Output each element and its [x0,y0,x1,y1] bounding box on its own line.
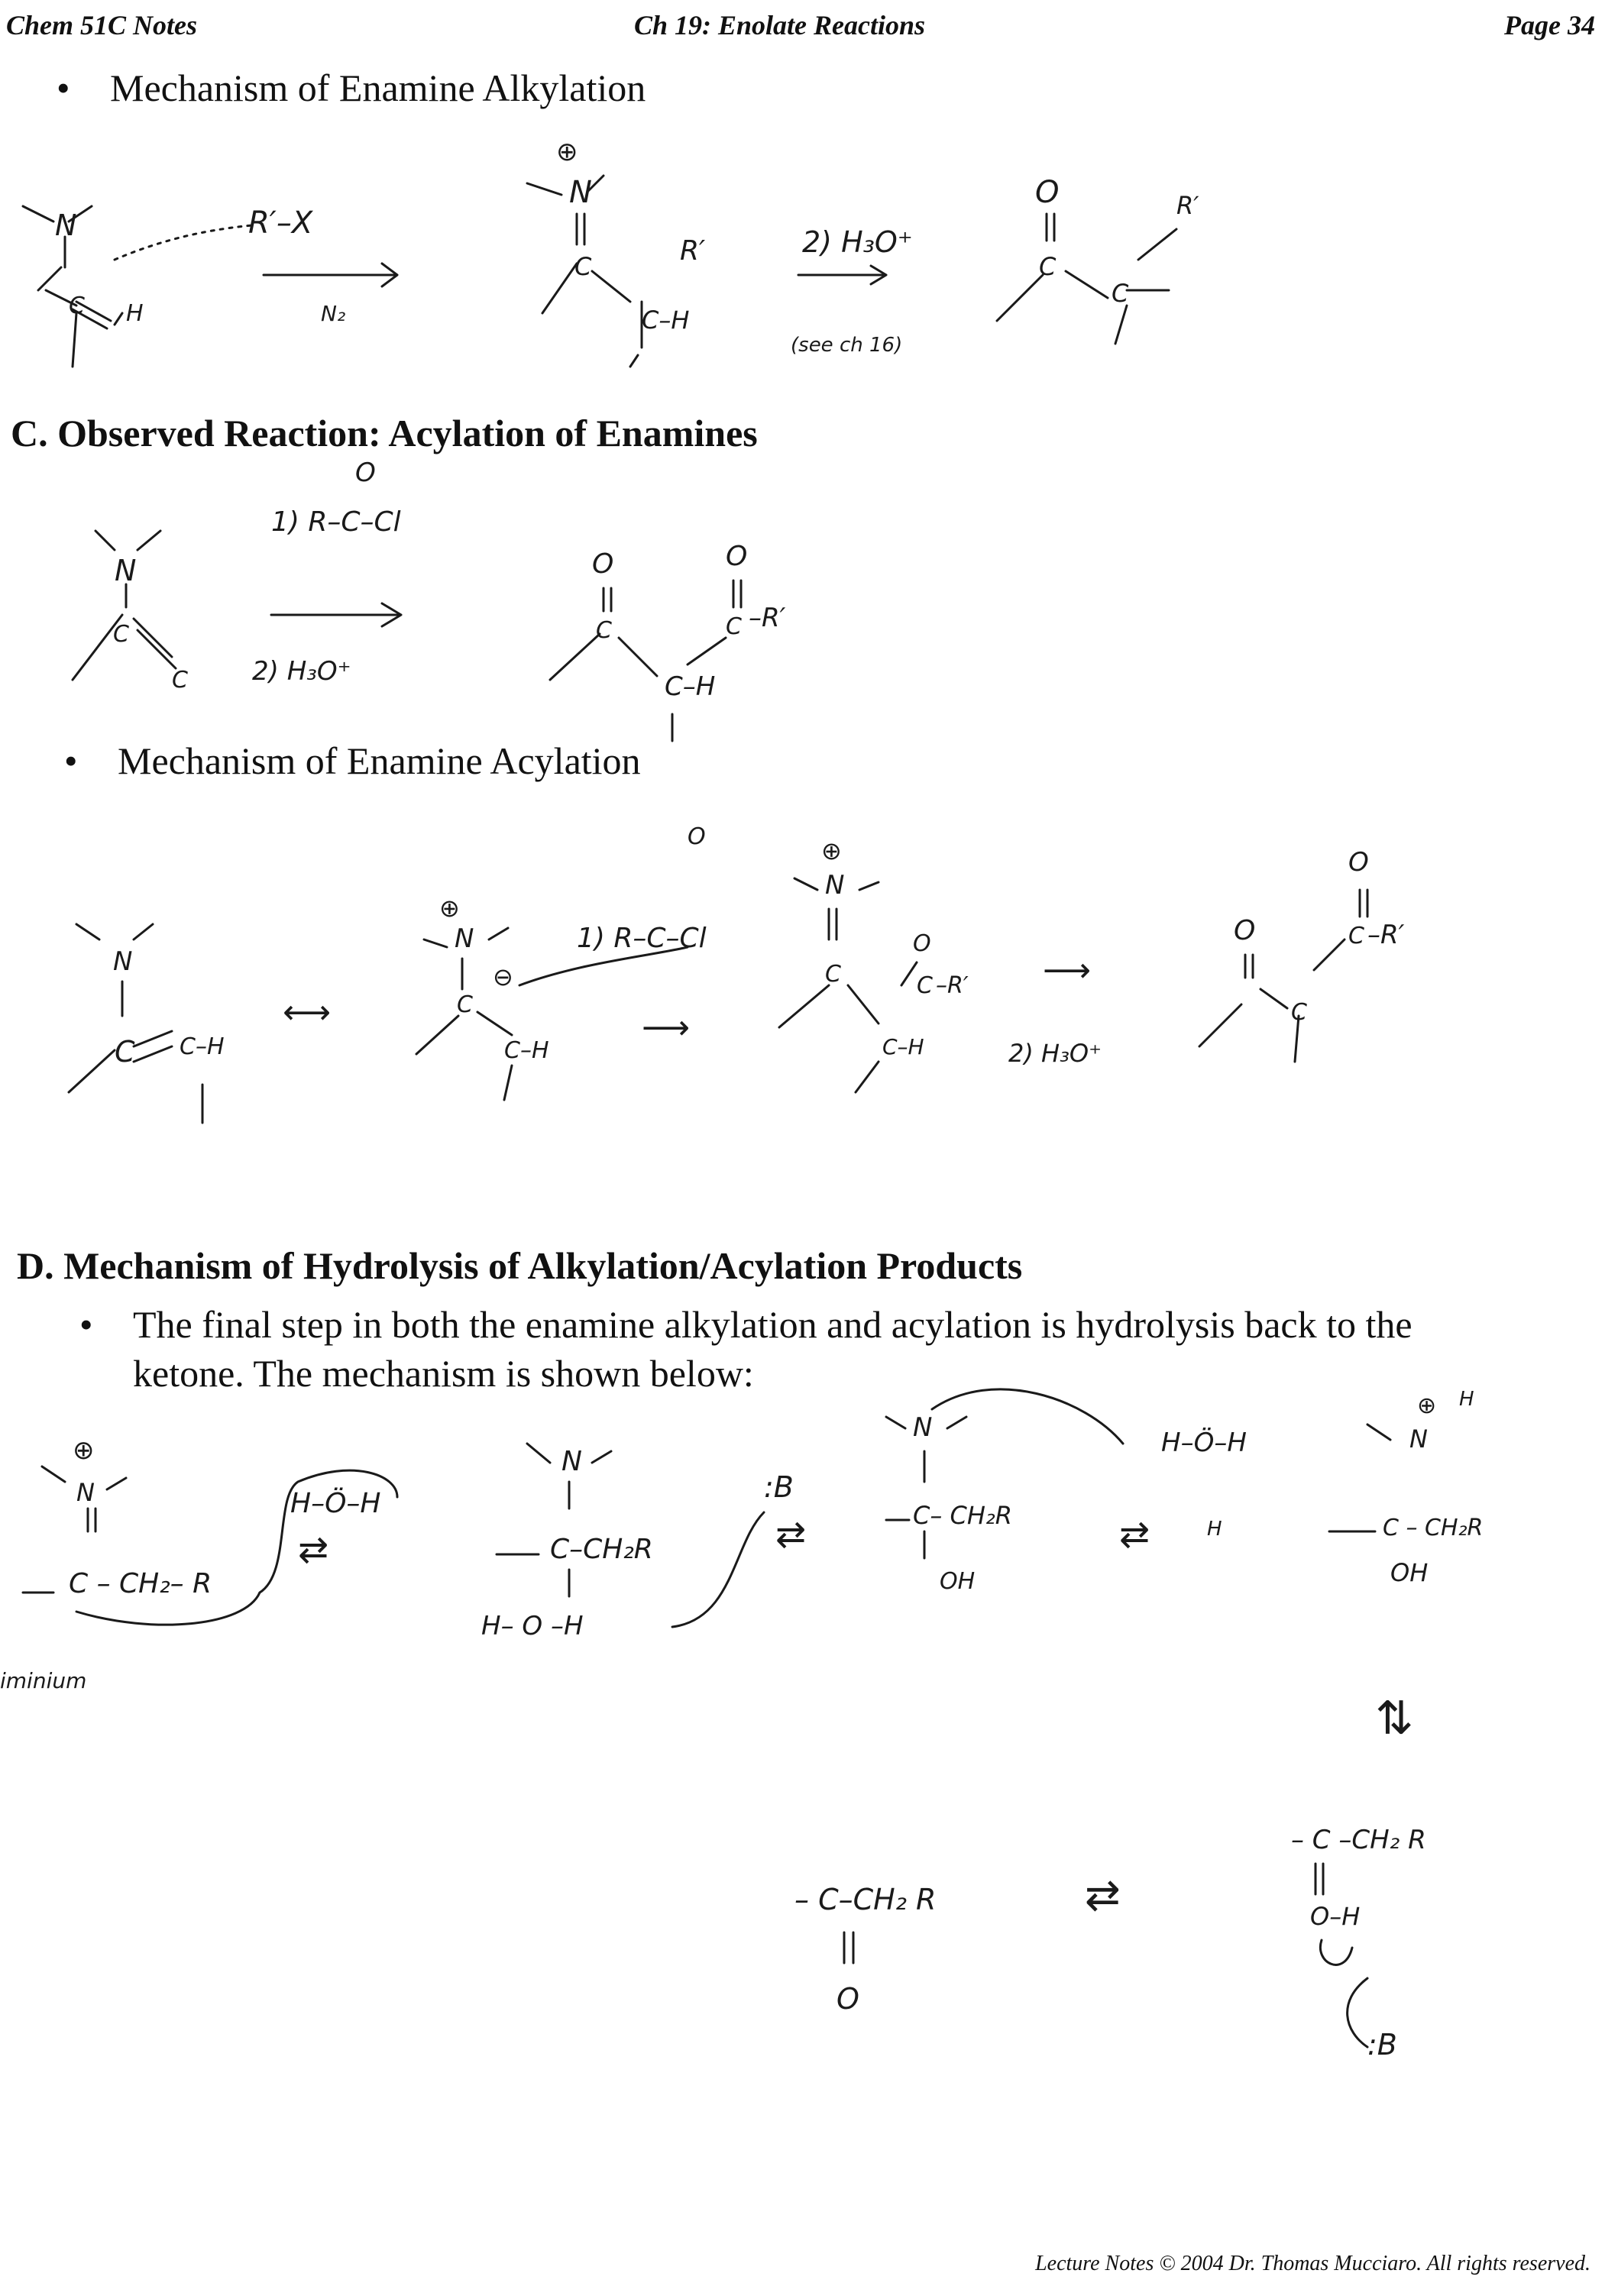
svg-text:C: C [457,991,473,1018]
svg-text:⊕: ⊕ [1417,1392,1437,1419]
hydrolysis-mechanism-scheme [0,1375,1604,2139]
svg-text:N: N [561,1446,582,1477]
reaction-arrow [271,603,401,626]
under-arrow-label: N₂ [321,301,346,326]
svg-text:O: O [726,541,748,572]
carbinolamine [886,1412,1012,1595]
svg-text:H: H [1207,1518,1222,1541]
iminium-start [23,1435,212,1599]
acyl-chloride-reagent: 1) R–C–Cl [271,506,401,538]
svg-text:O: O [592,548,614,580]
svg-text:⊕: ⊕ [556,137,578,167]
svg-text:N: N [455,923,474,954]
svg-text:C: C [1112,279,1129,308]
footer-copyright: Lecture Notes © 2004 Dr. Thomas Mucciaro. All rights reserved. [1035,2252,1590,2275]
acyl-chloride-reagent: 1) R–C–Cl [577,923,707,954]
resonance-form [416,894,549,1100]
alkylated-ketone [997,175,1199,344]
svg-text:C: C [69,293,85,319]
svg-text::B: :B [1367,2028,1397,2062]
svg-text:C: C [172,667,188,694]
svg-text:O: O [837,1982,859,2016]
svg-text:N: N [113,946,133,977]
svg-text:⊕: ⊕ [821,836,842,865]
svg-text:H: H [1459,1388,1474,1411]
svg-text:O: O [1348,847,1369,878]
svg-text:O: O [1035,175,1060,210]
paragraph-line-1: The final step in both the enamine alkylation and acylation is hydrolysis back to the [133,1303,1413,1346]
svg-text:O: O [355,458,376,488]
proton-transfer-arrow [932,1389,1123,1444]
protonated-carbonyl [1291,1825,1426,2062]
svg-text:OH: OH [1390,1558,1429,1587]
paragraph-line-2: ketone. The mechanism is shown below: [133,1352,754,1395]
svg-text:–R′: –R′ [749,603,786,633]
alkylation-scheme [0,137,1299,397]
svg-text:C: C [726,613,742,640]
svg-text:C–H: C–H [882,1034,924,1059]
svg-text:C: C [1291,999,1307,1026]
svg-text:C– CH₂R: C– CH₂R [913,1501,1012,1530]
svg-text:C: C [574,252,592,281]
reaction-arrow-1: ⟶ [642,1008,691,1047]
base-arrow [672,1512,764,1627]
see-chapter-note: (see ch 16) [791,334,903,357]
svg-text:⊕: ⊕ [73,1435,95,1466]
bullet-text: Mechanism of Enamine Alkylation [110,66,646,109]
svg-text:H– O –H: H– O –H [481,1611,584,1641]
equilibrium-arrow-3: ⇄ [1119,1513,1150,1556]
bullet-dot: • [64,739,78,782]
hydrolysis-step: 2) H₃O⁺ [1008,1039,1102,1068]
reaction-arrow-1 [264,264,397,286]
svg-text:C–H: C–H [504,1037,549,1064]
curved-arrow [115,225,252,260]
header-center: Ch 19: Enolate Reactions [634,10,926,40]
svg-text:O: O [1234,915,1256,946]
bullet-dot: • [57,66,70,109]
svg-text:N: N [1409,1424,1428,1454]
bullet-acylation-mechanism [64,737,641,785]
svg-text:C: C [917,972,933,999]
svg-text:R′: R′ [1176,191,1199,220]
svg-text:N: N [115,554,137,587]
bullet-dot: • [79,1303,93,1346]
svg-text:C: C [596,617,612,644]
water-molecule: H–Ö–H [290,1488,381,1519]
svg-text:–R′: –R′ [1367,920,1405,950]
enamine-structure [23,206,144,367]
svg-text:O: O [688,823,706,850]
bullet-alkylation-mechanism [57,64,646,112]
equilibrium-arrow-2: ⇄ [775,1513,807,1556]
svg-text:⊕: ⊕ [439,894,460,923]
svg-text:C: C [113,621,129,648]
svg-text:O–H: O–H [1310,1902,1361,1931]
header-right: Page 34 [1504,10,1595,40]
reaction-arrow-2 [798,266,886,284]
svg-text:O: O [913,930,931,957]
svg-text:C: C [825,961,841,988]
svg-text:C – CH₂– R: C – CH₂– R [69,1568,212,1599]
protonated-intermediate [1329,1388,1483,1587]
section-d-title: D. Mechanism of Hydrolysis of Alkylation/Acylation Products [17,1244,1023,1287]
svg-text:C: C [115,1035,135,1069]
acylation-reaction-scheme [0,458,917,749]
svg-text:N: N [55,209,77,242]
header-left: Chem 51C Notes [6,10,198,40]
diketone-product [1199,847,1405,1062]
ketone-product [794,1883,936,2016]
equilibrium-arrow-4: ⇄ [1085,1871,1121,1920]
equilibrium-arrow-vertical: ⇅ [1375,1692,1414,1745]
svg-text:C–H: C–H [665,671,716,702]
svg-text:– C–CH₂ R: – C–CH₂ R [794,1883,937,1916]
svg-text:N: N [76,1478,95,1507]
svg-text:C – CH₂R: C – CH₂R [1383,1515,1484,1541]
svg-text:C–CH₂R: C–CH₂R [550,1534,653,1565]
tetrahedral-intermediate [481,1444,653,1641]
svg-text:N: N [825,870,845,901]
svg-text:N: N [913,1412,933,1443]
section-c-title: C. Observed Reaction: Acylation of Enamines [11,412,758,454]
step2-label: 2) H₃O⁺ [802,225,913,259]
alkyl-halide: R′–X [248,205,313,241]
acylated-iminium [779,836,969,1092]
enamine-structure [73,531,188,694]
svg-text:C–H: C–H [642,306,690,335]
svg-text:– C –CH₂ R: – C –CH₂ R [1291,1825,1426,1855]
reaction-arrow-2: ⟶ [1043,951,1092,990]
svg-text:C: C [1348,923,1364,949]
svg-text:R′: R′ [680,235,706,267]
equilibrium-arrow-1: ⇄ [298,1528,329,1571]
bullet-text: Mechanism of Enamine Acylation [118,739,641,782]
svg-text:N: N [569,175,592,210]
enamine-structure [69,924,225,1123]
svg-text:C: C [1039,252,1057,281]
acylation-mechanism-scheme [0,823,1528,1153]
svg-text:–R′: –R′ [936,972,969,999]
svg-text:OH: OH [940,1568,976,1595]
iminium-label: iminium [0,1668,87,1693]
diketone-product [550,541,786,741]
iminium-intermediate [527,137,705,367]
svg-text:H: H [126,300,144,327]
svg-text:C–H: C–H [180,1033,225,1060]
svg-text:H–Ö–H: H–Ö–H [1161,1428,1247,1458]
resonance-arrow: ⟷ [283,993,332,1032]
hydrolysis-step: 2) H₃O⁺ [252,656,351,687]
base-label: :B [764,1470,794,1504]
svg-text:⊖: ⊖ [493,962,513,991]
